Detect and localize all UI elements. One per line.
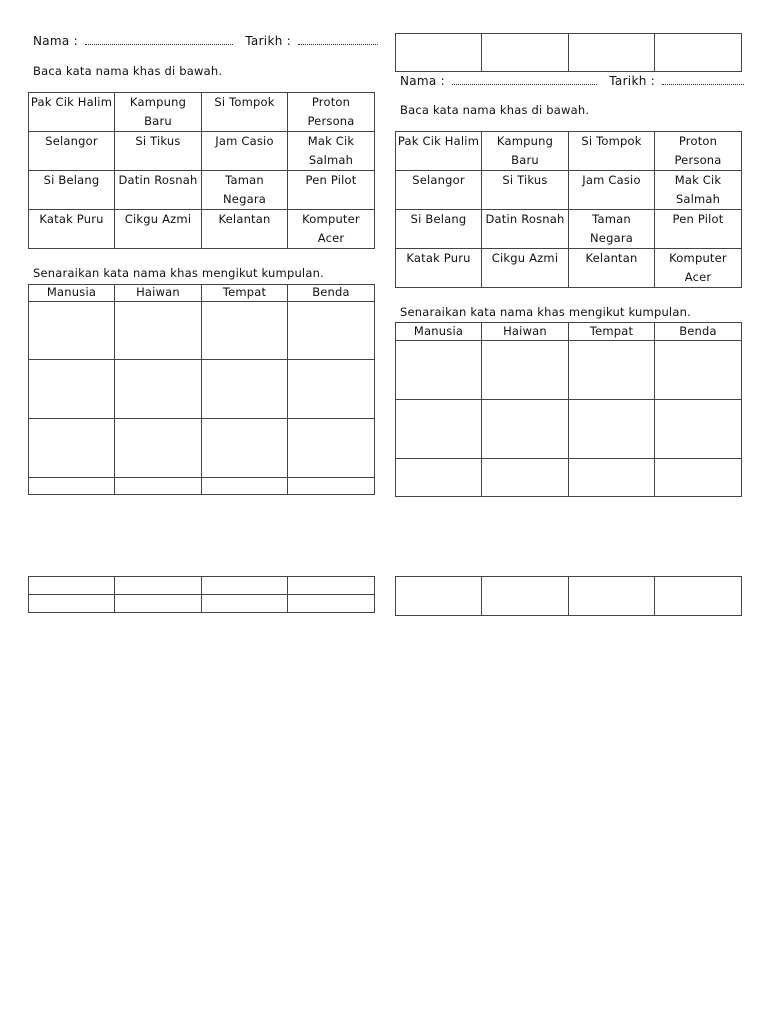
word-cell: Selangor [29,132,115,171]
table-row [29,210,375,249]
answer-cell[interactable] [202,419,288,478]
answer-cell[interactable] [115,577,202,595]
word-cell: Katak Puru [29,210,115,249]
table-row [396,577,742,616]
word-cell: Mak Cik Salmah [655,171,742,210]
answer-cell[interactable] [655,459,742,497]
word-cell: Katak Puru [396,249,482,288]
table-row [396,210,742,249]
answer-cell[interactable] [115,360,202,419]
answer-cell[interactable] [29,595,115,613]
answer-cell[interactable] [655,341,742,400]
word-cell: Cikgu Azmi [482,249,569,288]
category-header-haiwan: Haiwan [115,285,202,302]
answer-cell[interactable] [115,478,202,495]
left-category-table [28,284,375,495]
category-header-manusia: Manusia [29,285,115,302]
word-cell: Pen Pilot [288,171,375,210]
category-header-haiwan: Haiwan [482,323,569,341]
answer-cell[interactable] [396,459,482,497]
date-label: Tarikh : [609,74,656,88]
table-row [29,595,375,613]
left-list-instruction: Senaraikan kata nama khas mengikut kumpulan. [33,266,324,280]
word-cell: Pak Cik Halim [396,132,482,171]
answer-cell[interactable] [482,400,569,459]
answer-cell[interactable] [29,577,115,595]
table-row [396,34,742,72]
answer-cell[interactable] [115,419,202,478]
answer-cell[interactable] [569,577,655,616]
answer-cell[interactable] [288,577,375,595]
word-cell: Pen Pilot [655,210,742,249]
category-header-tempat: Tempat [569,323,655,341]
word-cell: Mak Cik Salmah [288,132,375,171]
word-cell: Cikgu Azmi [115,210,202,249]
category-header-benda: Benda [288,285,375,302]
answer-cell[interactable] [396,341,482,400]
answer-cell[interactable] [569,459,655,497]
table-row [29,132,375,171]
left-name-date-line [33,34,386,48]
table-row [29,577,375,595]
answer-cell[interactable] [29,360,115,419]
table-row [396,171,742,210]
answer-cell[interactable] [288,419,375,478]
word-cell: Taman Negara [202,171,288,210]
word-cell: Si Belang [396,210,482,249]
table-row [29,419,375,478]
right-list-instruction: Senaraikan kata nama khas mengikut kumpulan. [400,305,691,319]
answer-cell[interactable] [482,341,569,400]
answer-cell[interactable] [202,302,288,360]
word-cell: Si Tompok [202,93,288,132]
answer-cell[interactable] [288,478,375,495]
right-read-instruction: Baca kata nama khas di bawah. [400,103,590,117]
word-cell: Si Belang [29,171,115,210]
right-word-table [395,131,742,288]
answer-cell[interactable] [29,302,115,360]
word-cell: Kelantan [202,210,288,249]
table-row [29,171,375,210]
answer-cell[interactable] [29,478,115,495]
name-label: Nama : [400,74,446,88]
name-blank[interactable] [452,75,597,85]
date-blank[interactable] [298,35,378,45]
word-cell: Kelantan [569,249,655,288]
answer-cell[interactable] [655,400,742,459]
right-top-table [395,33,742,72]
table-row [29,93,375,132]
answer-cell[interactable] [396,577,482,616]
answer-cell[interactable] [655,34,742,72]
date-label: Tarikh : [245,34,292,48]
answer-cell[interactable] [482,34,569,72]
table-header-row [396,323,742,341]
answer-cell[interactable] [482,459,569,497]
category-header-benda: Benda [655,323,742,341]
name-label: Nama : [33,34,79,48]
answer-cell[interactable] [569,34,655,72]
left-word-table [28,92,375,249]
table-row [29,302,375,360]
table-row [396,341,742,400]
word-cell: Selangor [396,171,482,210]
word-cell: Si Tikus [482,171,569,210]
name-blank[interactable] [85,35,233,45]
word-cell: Taman Negara [569,210,655,249]
category-header-tempat: Tempat [202,285,288,302]
word-cell: Si Tompok [569,132,655,171]
answer-cell[interactable] [396,400,482,459]
answer-cell[interactable] [655,577,742,616]
word-cell: Pak Cik Halim [29,93,115,132]
table-row [29,360,375,419]
right-category-table [395,322,742,497]
word-cell: Jam Casio [569,171,655,210]
answer-cell[interactable] [29,419,115,478]
word-cell: Jam Casio [202,132,288,171]
table-row [396,400,742,459]
answer-cell[interactable] [288,595,375,613]
left-bottom-table [28,576,375,613]
answer-cell[interactable] [202,595,288,613]
word-cell: Komputer Acer [655,249,742,288]
answer-cell[interactable] [482,577,569,616]
right-bottom-table [395,576,742,616]
answer-cell[interactable] [569,341,655,400]
word-cell: Si Tikus [115,132,202,171]
answer-cell[interactable] [288,360,375,419]
answer-cell[interactable] [202,577,288,595]
table-row [29,478,375,495]
answer-cell[interactable] [202,360,288,419]
word-cell: Datin Rosnah [482,210,569,249]
word-cell: Proton Persona [655,132,742,171]
table-row [396,132,742,171]
word-cell: Komputer Acer [288,210,375,249]
table-row [396,459,742,497]
word-cell: Kampung Baru [482,132,569,171]
table-header-row [29,285,375,302]
word-cell: Kampung Baru [115,93,202,132]
answer-cell[interactable] [569,400,655,459]
table-row [396,249,742,288]
answer-cell[interactable] [115,302,202,360]
word-cell: Proton Persona [288,93,375,132]
answer-cell[interactable] [115,595,202,613]
answer-cell[interactable] [396,34,482,72]
answer-cell[interactable] [288,302,375,360]
category-header-manusia: Manusia [396,323,482,341]
left-read-instruction: Baca kata nama khas di bawah. [33,64,223,78]
date-blank[interactable] [662,75,744,85]
word-cell: Datin Rosnah [115,171,202,210]
answer-cell[interactable] [202,478,288,495]
right-name-date-line [400,74,752,88]
